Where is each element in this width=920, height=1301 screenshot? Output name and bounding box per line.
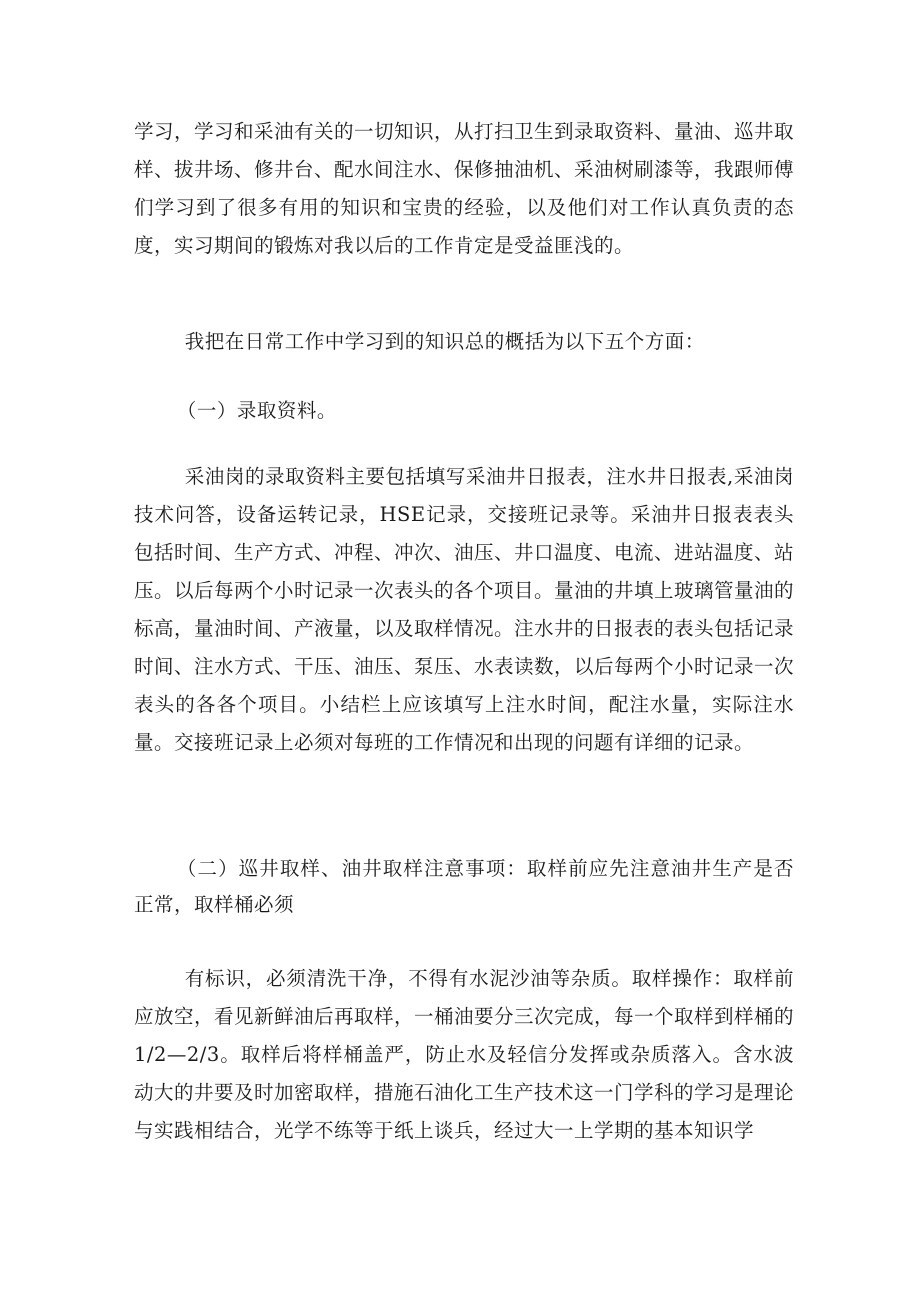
section-heading-1: （一）录取资料。 [176,399,337,422]
paragraph-sampling: 有标识，必须清洗干净，不得有水泥沙油等杂质。取样操作：取样前应放空，看见新鲜油后再取样，一桶油要分三次完成，每一个取样到样桶的1/2—2/3。取样后将样桶盖严，防止水及轻信分发挥或杂质落入。含水波动大的井要及时加密取样，措施石油化工生产技术这一门学科的学习是理论与实践相结合，光学不练等于纸上谈兵，经过大一上学期的基本知识学 [134,967,795,1142]
paragraph-summary: 我把在日常工作中学习到的知识总的概括为以下五个方面： [184,330,705,353]
paragraph-intro: 学习，学习和采油有关的一切知识，从打扫卫生到录取资料、量油、巡井取样、拔井场、修井台、配水间注水、保修抽油机、采油树刷漆等，我跟师傅们学习到了很多有用的知识和宝贵的经验，以及他们对工作认真负责的态度，实习期间的锻炼对我以后的工作肯定是受益匪浅的。 [134,120,795,257]
paragraph-records: 采油岗的录取资料主要包括填写采油井日报表，注水井日报表,采油岗技术问答，设备运转记录，HSE记录，交接班记录等。采油井日报表表头包括时间、生产方式、冲程、冲次、油压、井口温度、电流、进站温度、站压。以后每两个小时记录一次表头的各个项目。量油的井填上玻璃管量油的标高，量油时间、产液量，以及取样情况。注水井的日报表的表头包括记录时间、注水方式、干压、油压、泵压、水表读数，以后每两个小时记录一次表头的各各个项目。小结栏上应该填写上注水时间，配注水量，实际注水量。交接班记录上必须对每班的工作情况和出现的问题有详细的记录。 [134,465,795,754]
section-heading-2: （二）巡井取样、油井取样注意事项：取样前应先注意油井生产是否正常，取样桶必须 [134,857,794,916]
